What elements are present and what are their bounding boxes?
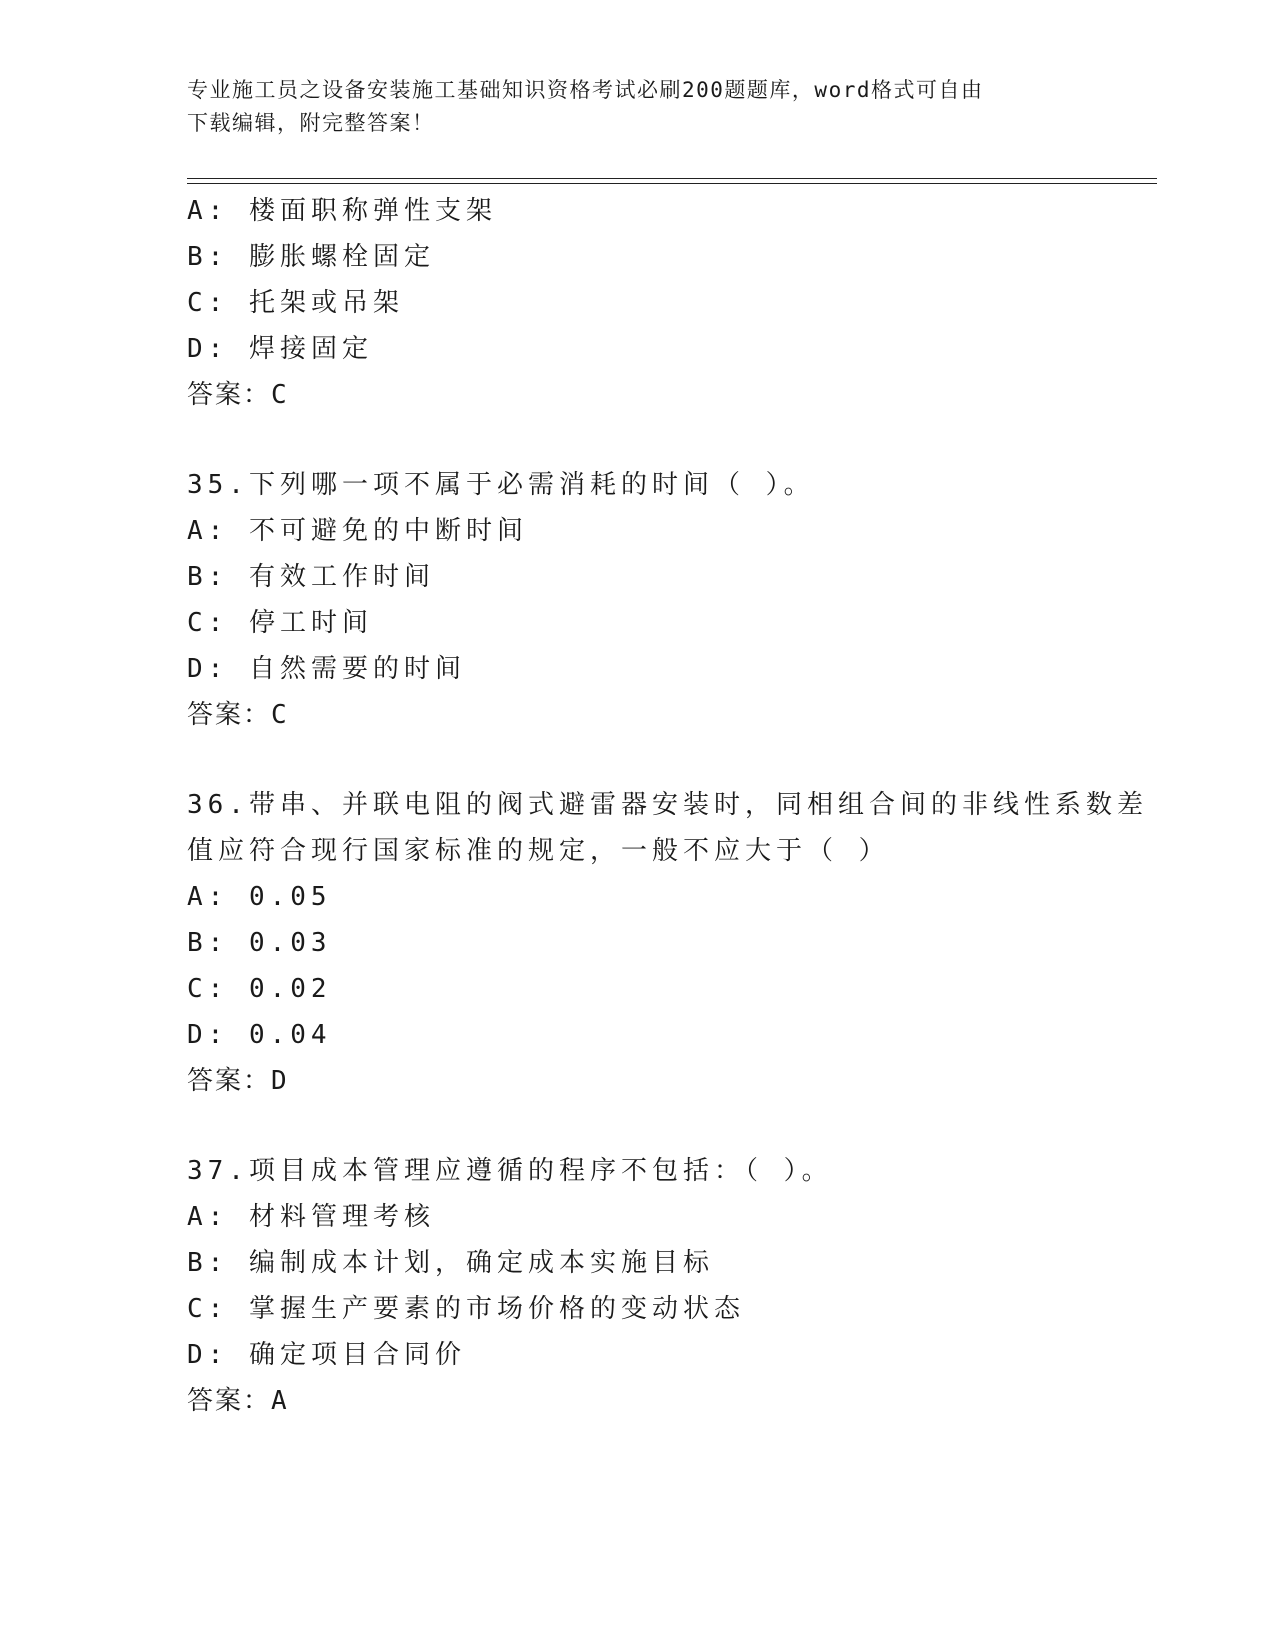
option-c: C: 0.02 xyxy=(187,974,332,1004)
answer: 答案：C xyxy=(187,700,289,730)
question-stem: 36.带串、并联电阻的阀式避雷器安装时，同相组合间的非线性系数差 xyxy=(187,790,1148,820)
header-rule-bottom xyxy=(187,183,1157,184)
question-34 xyxy=(187,188,1087,418)
question-35 xyxy=(187,462,1087,738)
option-b: B: 膨胀螺栓固定 xyxy=(187,242,435,272)
answer: 答案：C xyxy=(187,380,289,410)
question-37 xyxy=(187,1148,1087,1424)
question-stem: 37.项目成本管理应遵循的程序不包括：（ ）。 xyxy=(187,1156,833,1186)
header-rule-top xyxy=(187,178,1157,179)
answer: 答案：A xyxy=(187,1386,289,1416)
option-b: B: 0.03 xyxy=(187,928,332,958)
question-stem: 35.下列哪一项不属于必需消耗的时间（ ）。 xyxy=(187,470,815,500)
header-line-1: 专业施工员之设备安装施工基础知识资格考试必刷200题题库，word格式可自由 xyxy=(187,78,984,102)
option-a: A: 楼面职称弹性支架 xyxy=(187,196,497,226)
header-line-2: 下载编辑，附完整答案！ xyxy=(187,111,435,135)
document-header xyxy=(187,74,1087,140)
option-b: B: 编制成本计划，确定成本实施目标 xyxy=(187,1248,714,1278)
question-36 xyxy=(187,782,1148,1104)
option-a: A: 材料管理考核 xyxy=(187,1202,435,1232)
option-d: D: 0.04 xyxy=(187,1020,332,1050)
option-b: B: 有效工作时间 xyxy=(187,562,435,592)
option-c: C: 托架或吊架 xyxy=(187,288,404,318)
option-a: A: 0.05 xyxy=(187,882,332,912)
question-stem-continued: 值应符合现行国家标准的规定，一般不应大于（ ） xyxy=(187,836,890,866)
option-c: C: 掌握生产要素的市场价格的变动状态 xyxy=(187,1294,745,1324)
option-a: A: 不可避免的中断时间 xyxy=(187,516,528,546)
option-d: D: 确定项目合同价 xyxy=(187,1340,466,1370)
option-d: D: 自然需要的时间 xyxy=(187,654,466,684)
option-c: C: 停工时间 xyxy=(187,608,373,638)
option-d: D: 焊接固定 xyxy=(187,334,373,364)
answer: 答案：D xyxy=(187,1066,289,1096)
question-list xyxy=(187,188,1148,1424)
